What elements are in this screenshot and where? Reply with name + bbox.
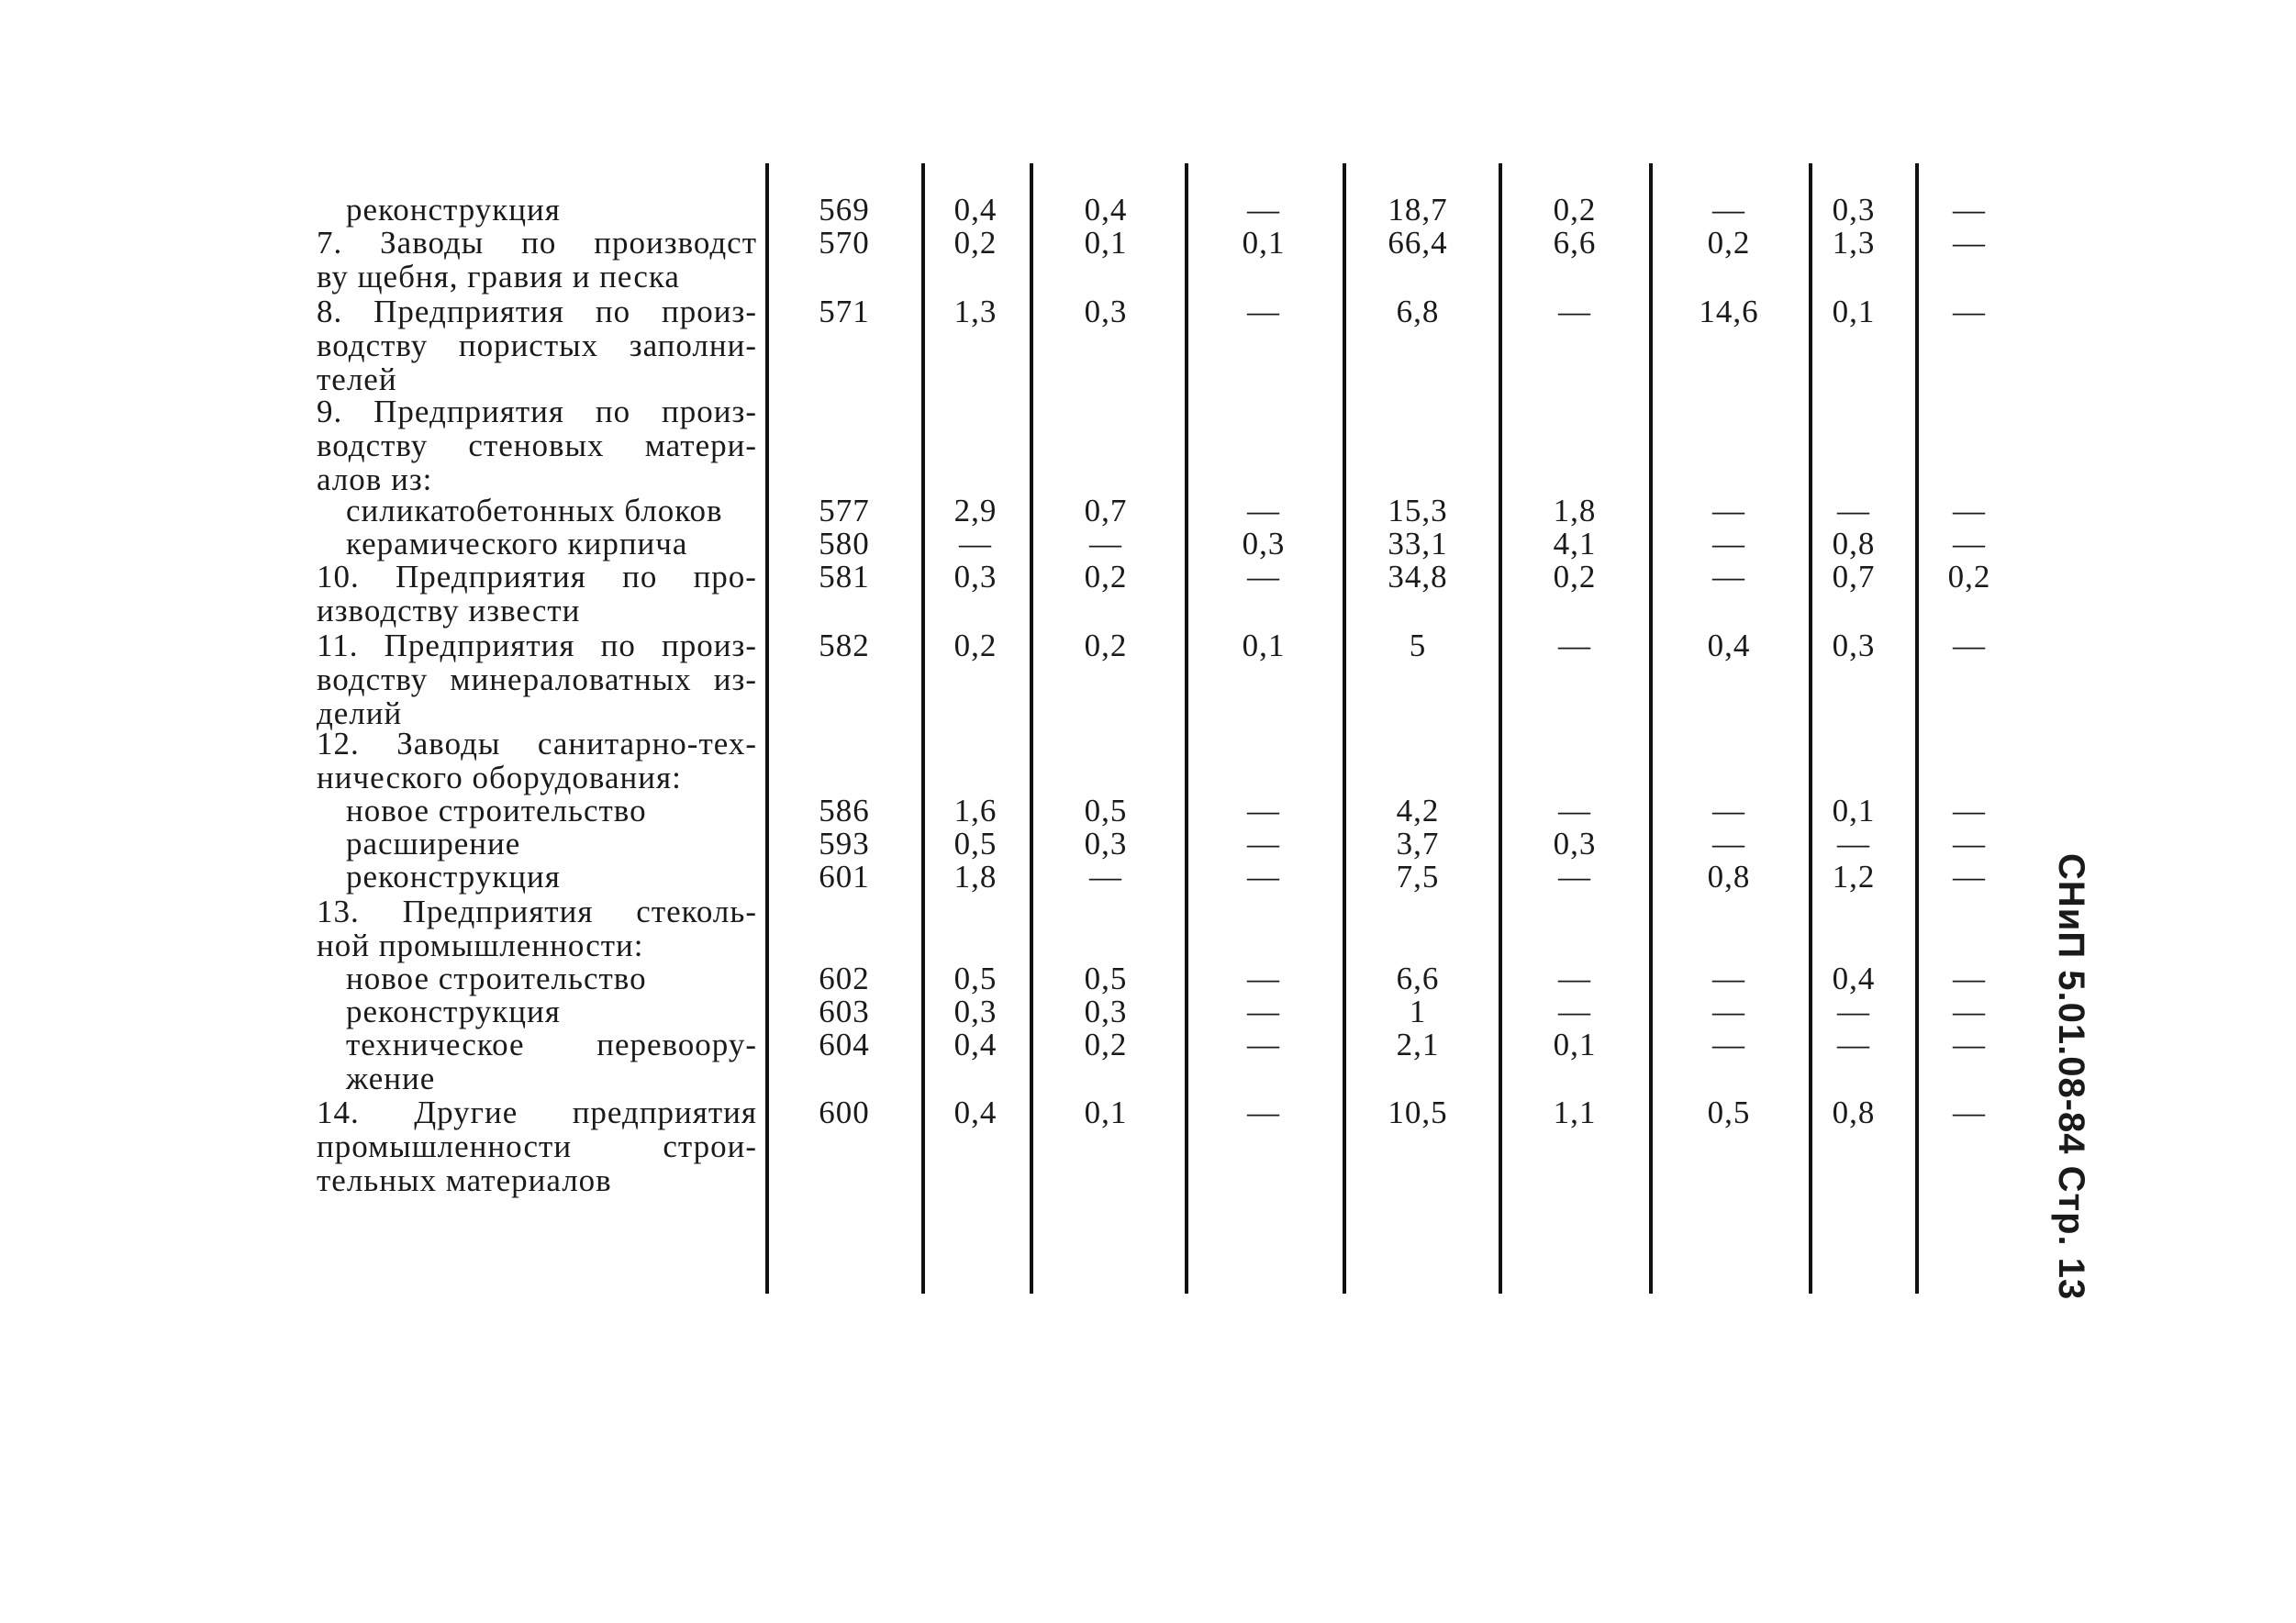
column-divider — [1030, 163, 1033, 1294]
value-cell: 66,4 — [1388, 225, 1448, 261]
row-description — [346, 494, 786, 528]
value-cell: 0,2 — [1084, 1027, 1128, 1062]
value-cell: 1,3 — [953, 294, 998, 329]
value-cell: 0,4 — [953, 1027, 998, 1062]
description-word: Предприятия — [373, 294, 564, 329]
value-cell: — — [1247, 559, 1280, 595]
description-line — [317, 295, 757, 328]
row-description — [346, 794, 786, 828]
description-word: произ- — [662, 628, 757, 663]
description-word: 9. — [317, 394, 343, 429]
value-cell: 0,5 — [1084, 961, 1128, 996]
value-cell: 0,2 — [953, 628, 998, 663]
description-word: Предприятия — [402, 894, 594, 929]
description-line: реконструкция — [346, 994, 561, 1029]
description-word: Предприятия — [396, 559, 586, 595]
description-line — [317, 727, 757, 761]
value-cell: 6,6 — [1553, 225, 1597, 261]
description-word: произ- — [662, 394, 757, 429]
value-cell: 0,2 — [1707, 225, 1751, 261]
value-cell: 18,7 — [1388, 192, 1448, 228]
value-cell: 0,3 — [1242, 526, 1286, 561]
description-word: 8. — [317, 294, 343, 329]
description-word: заполни- — [629, 328, 757, 363]
value-cell: — — [1953, 1027, 1986, 1062]
row-description — [346, 193, 786, 227]
value-cell: 1,3 — [1832, 225, 1876, 261]
value-cell: — — [1953, 994, 1986, 1029]
value-cell: — — [1953, 961, 1986, 996]
value-cell: 0,3 — [1553, 826, 1597, 862]
value-cell: 0,2 — [953, 225, 998, 261]
description-word: произ- — [662, 294, 757, 329]
value-cell: 0,2 — [1084, 628, 1128, 663]
description-line — [317, 895, 757, 928]
value-cell: 1,6 — [953, 793, 998, 828]
code-cell: 582 — [819, 628, 870, 663]
value-cell: 0,4 — [1707, 628, 1751, 663]
value-cell: 6,8 — [1396, 294, 1440, 329]
value-cell: — — [1558, 994, 1591, 1029]
value-cell: 0,3 — [953, 994, 998, 1029]
value-cell: — — [1247, 793, 1280, 828]
value-cell: 7,5 — [1396, 859, 1440, 895]
description-word: Предприятия — [373, 394, 564, 429]
description-word: производст — [594, 225, 757, 261]
value-cell: 0,8 — [1707, 859, 1751, 895]
description-line: силикатобетонных блоков — [346, 493, 723, 528]
value-cell: — — [1712, 559, 1745, 595]
value-cell: 3,7 — [1396, 826, 1440, 862]
description-word: Предприятия — [384, 628, 575, 663]
code-cell: 580 — [819, 526, 870, 561]
value-cell: 0,2 — [1553, 559, 1597, 595]
value-cell: 0,8 — [1832, 526, 1876, 561]
description-word: по — [622, 559, 658, 595]
description-word: Заводы — [380, 225, 485, 261]
value-cell: 0,4 — [1832, 961, 1876, 996]
description-line — [317, 662, 757, 696]
code-cell: 604 — [819, 1027, 870, 1062]
description-word: по — [595, 394, 631, 429]
description-word: 7. — [317, 225, 343, 261]
value-cell: 1,2 — [1832, 859, 1876, 895]
description-line: изводству извести — [317, 593, 581, 628]
value-cell: — — [1953, 225, 1986, 261]
row-description — [317, 628, 757, 730]
code-cell: 593 — [819, 826, 870, 862]
value-cell: 0,1 — [1832, 793, 1876, 828]
row-description — [346, 827, 786, 861]
value-cell: — — [1558, 294, 1591, 329]
value-cell: — — [1953, 294, 1986, 329]
value-cell: 0,7 — [1084, 493, 1128, 528]
value-cell: 0,3 — [1084, 994, 1128, 1029]
description-word: 11. — [317, 628, 359, 663]
value-cell: — — [1837, 493, 1870, 528]
value-cell: — — [1247, 294, 1280, 329]
column-divider — [921, 163, 925, 1294]
description-line — [317, 226, 757, 260]
description-word: промышленности — [317, 1128, 573, 1164]
value-cell: 0,2 — [1553, 192, 1597, 228]
row-description — [317, 1095, 757, 1197]
description-word: по — [600, 628, 636, 663]
value-cell: — — [1953, 628, 1986, 663]
value-cell: — — [1953, 1095, 1986, 1130]
code-cell: 570 — [819, 225, 870, 261]
description-line: нического оборудования: — [317, 760, 682, 795]
value-cell: 0,4 — [1084, 192, 1128, 228]
column-divider — [1185, 163, 1188, 1294]
column-divider — [1915, 163, 1919, 1294]
value-cell: — — [1953, 493, 1986, 528]
description-word: минераловатных — [450, 661, 692, 697]
value-cell: — — [1247, 1027, 1280, 1062]
value-cell: — — [1953, 793, 1986, 828]
column-divider — [1649, 163, 1653, 1294]
value-cell: 0,5 — [953, 961, 998, 996]
row-description — [346, 1028, 786, 1095]
description-line: новое строительство — [346, 793, 647, 828]
value-cell: — — [1558, 859, 1591, 895]
description-line: жение — [346, 1061, 436, 1096]
value-cell: — — [1953, 859, 1986, 895]
value-cell: 0,5 — [1084, 793, 1128, 828]
description-word: водству — [317, 428, 429, 463]
description-word: Другие — [414, 1095, 518, 1130]
value-cell: 0,5 — [953, 826, 998, 862]
value-cell: — — [959, 526, 992, 561]
value-cell: 10,5 — [1388, 1095, 1448, 1130]
value-cell: 4,2 — [1396, 793, 1440, 828]
value-cell: 0,2 — [1947, 559, 1991, 595]
description-word: стеновых — [468, 428, 605, 463]
value-cell: 4,1 — [1553, 526, 1597, 561]
description-line — [317, 1095, 757, 1129]
row-description — [346, 962, 786, 995]
value-cell: 0,5 — [1707, 1095, 1751, 1130]
value-cell: 0,1 — [1553, 1027, 1597, 1062]
row-description — [346, 527, 786, 561]
code-cell: 581 — [819, 559, 870, 595]
description-word: матери- — [644, 428, 757, 463]
value-cell: — — [1089, 859, 1122, 895]
value-cell: — — [1712, 826, 1745, 862]
row-description — [317, 226, 757, 294]
description-line: телей — [317, 361, 397, 397]
value-cell: — — [1247, 192, 1280, 228]
value-cell: 0,4 — [953, 1095, 998, 1130]
row-description — [317, 560, 757, 628]
description-word: строи- — [663, 1128, 757, 1164]
value-cell: 2,1 — [1396, 1027, 1440, 1062]
description-word: водству — [317, 661, 429, 697]
value-cell: 6,6 — [1396, 961, 1440, 996]
description-line: тельных материалов — [317, 1162, 612, 1198]
code-cell: 601 — [819, 859, 870, 895]
description-word: пористых — [458, 328, 599, 363]
description-line — [317, 560, 757, 594]
code-cell: 569 — [819, 192, 870, 228]
description-word: по — [521, 225, 557, 261]
value-cell: — — [1837, 1027, 1870, 1062]
value-cell: — — [1247, 1095, 1280, 1130]
value-cell: — — [1247, 961, 1280, 996]
value-cell: 5 — [1409, 628, 1427, 663]
column-divider — [1499, 163, 1502, 1294]
description-word: перевоору- — [596, 1027, 757, 1062]
description-line: реконструкция — [346, 859, 561, 895]
value-cell: — — [1558, 628, 1591, 663]
value-cell: 1,8 — [953, 859, 998, 895]
description-line: делий — [317, 695, 403, 731]
description-word: 14. — [317, 1095, 360, 1130]
code-cell: 602 — [819, 961, 870, 996]
description-word: санитарно-тех- — [537, 726, 757, 761]
value-cell: — — [1712, 1027, 1745, 1062]
value-cell: 0,1 — [1242, 628, 1286, 663]
value-cell: 0,3 — [1084, 294, 1128, 329]
value-cell: — — [1247, 493, 1280, 528]
description-line — [317, 1129, 757, 1163]
description-word: 12. — [317, 726, 360, 761]
value-cell: 0,1 — [1084, 225, 1128, 261]
value-cell: — — [1712, 793, 1745, 828]
value-cell: — — [1558, 961, 1591, 996]
description-line: ной промышленности: — [317, 928, 644, 963]
description-line — [317, 328, 757, 362]
value-cell: 0,2 — [1084, 559, 1128, 595]
value-cell: 0,4 — [953, 192, 998, 228]
description-line — [317, 628, 757, 662]
description-word: стеколь- — [636, 894, 757, 929]
description-line: керамического кирпича — [346, 526, 688, 561]
value-cell: — — [1247, 826, 1280, 862]
description-word: по — [595, 294, 631, 329]
description-line: алов из: — [317, 461, 433, 497]
value-cell: 15,3 — [1388, 493, 1448, 528]
description-word: 10. — [317, 559, 360, 595]
description-line: реконструкция — [346, 192, 561, 228]
value-cell: 0,3 — [1832, 628, 1876, 663]
value-cell: 0,1 — [1084, 1095, 1128, 1130]
code-cell: 586 — [819, 793, 870, 828]
value-cell: 34,8 — [1388, 559, 1448, 595]
column-divider — [765, 163, 769, 1294]
value-cell: 0,8 — [1832, 1095, 1876, 1130]
value-cell: — — [1089, 526, 1122, 561]
value-cell: 1 — [1409, 994, 1427, 1029]
code-cell: 600 — [819, 1095, 870, 1130]
value-cell: — — [1712, 192, 1745, 228]
row-description — [346, 995, 786, 1028]
value-cell: 0,7 — [1832, 559, 1876, 595]
page-header: СНиП 5.01.08-84 Стр. 13 — [2051, 853, 2091, 1301]
description-word: из- — [713, 661, 757, 697]
row-description — [317, 727, 757, 795]
value-cell: 14,6 — [1699, 294, 1759, 329]
value-cell: — — [1953, 192, 1986, 228]
code-cell: 603 — [819, 994, 870, 1029]
description-line — [317, 395, 757, 428]
row-description — [317, 895, 757, 962]
description-line: ву щебня, гравия и песка — [317, 259, 680, 295]
value-cell: 0,1 — [1242, 225, 1286, 261]
value-cell: — — [1712, 493, 1745, 528]
value-cell: — — [1712, 961, 1745, 996]
value-cell: — — [1837, 826, 1870, 862]
value-cell: 0,3 — [1832, 192, 1876, 228]
description-line: новое строительство — [346, 961, 647, 996]
value-cell: 33,1 — [1388, 526, 1448, 561]
description-line — [317, 428, 757, 462]
column-divider — [1809, 163, 1812, 1294]
value-cell: 0,3 — [1084, 826, 1128, 862]
value-cell: — — [1712, 526, 1745, 561]
value-cell: — — [1247, 859, 1280, 895]
value-cell: — — [1837, 994, 1870, 1029]
description-word: 13. — [317, 894, 360, 929]
row-description — [317, 295, 757, 396]
value-cell: 1,1 — [1553, 1095, 1597, 1130]
value-cell: — — [1712, 994, 1745, 1029]
value-cell: — — [1953, 826, 1986, 862]
column-divider — [1343, 163, 1346, 1294]
description-word: Заводы — [396, 726, 501, 761]
value-cell: — — [1247, 994, 1280, 1029]
value-cell: — — [1558, 793, 1591, 828]
description-word: водству — [317, 328, 429, 363]
value-cell: 0,1 — [1832, 294, 1876, 329]
value-cell: 2,9 — [953, 493, 998, 528]
description-word: техническое — [346, 1027, 525, 1062]
code-cell: 577 — [819, 493, 870, 528]
row-description — [317, 395, 757, 496]
description-word: про- — [693, 559, 757, 595]
description-line: расширение — [346, 826, 521, 862]
row-description — [346, 860, 786, 894]
value-cell: 1,8 — [1553, 493, 1597, 528]
description-word: предприятия — [572, 1095, 757, 1130]
value-cell: 0,3 — [953, 559, 998, 595]
value-cell: — — [1953, 526, 1986, 561]
description-line — [346, 1028, 757, 1062]
code-cell: 571 — [819, 294, 870, 329]
